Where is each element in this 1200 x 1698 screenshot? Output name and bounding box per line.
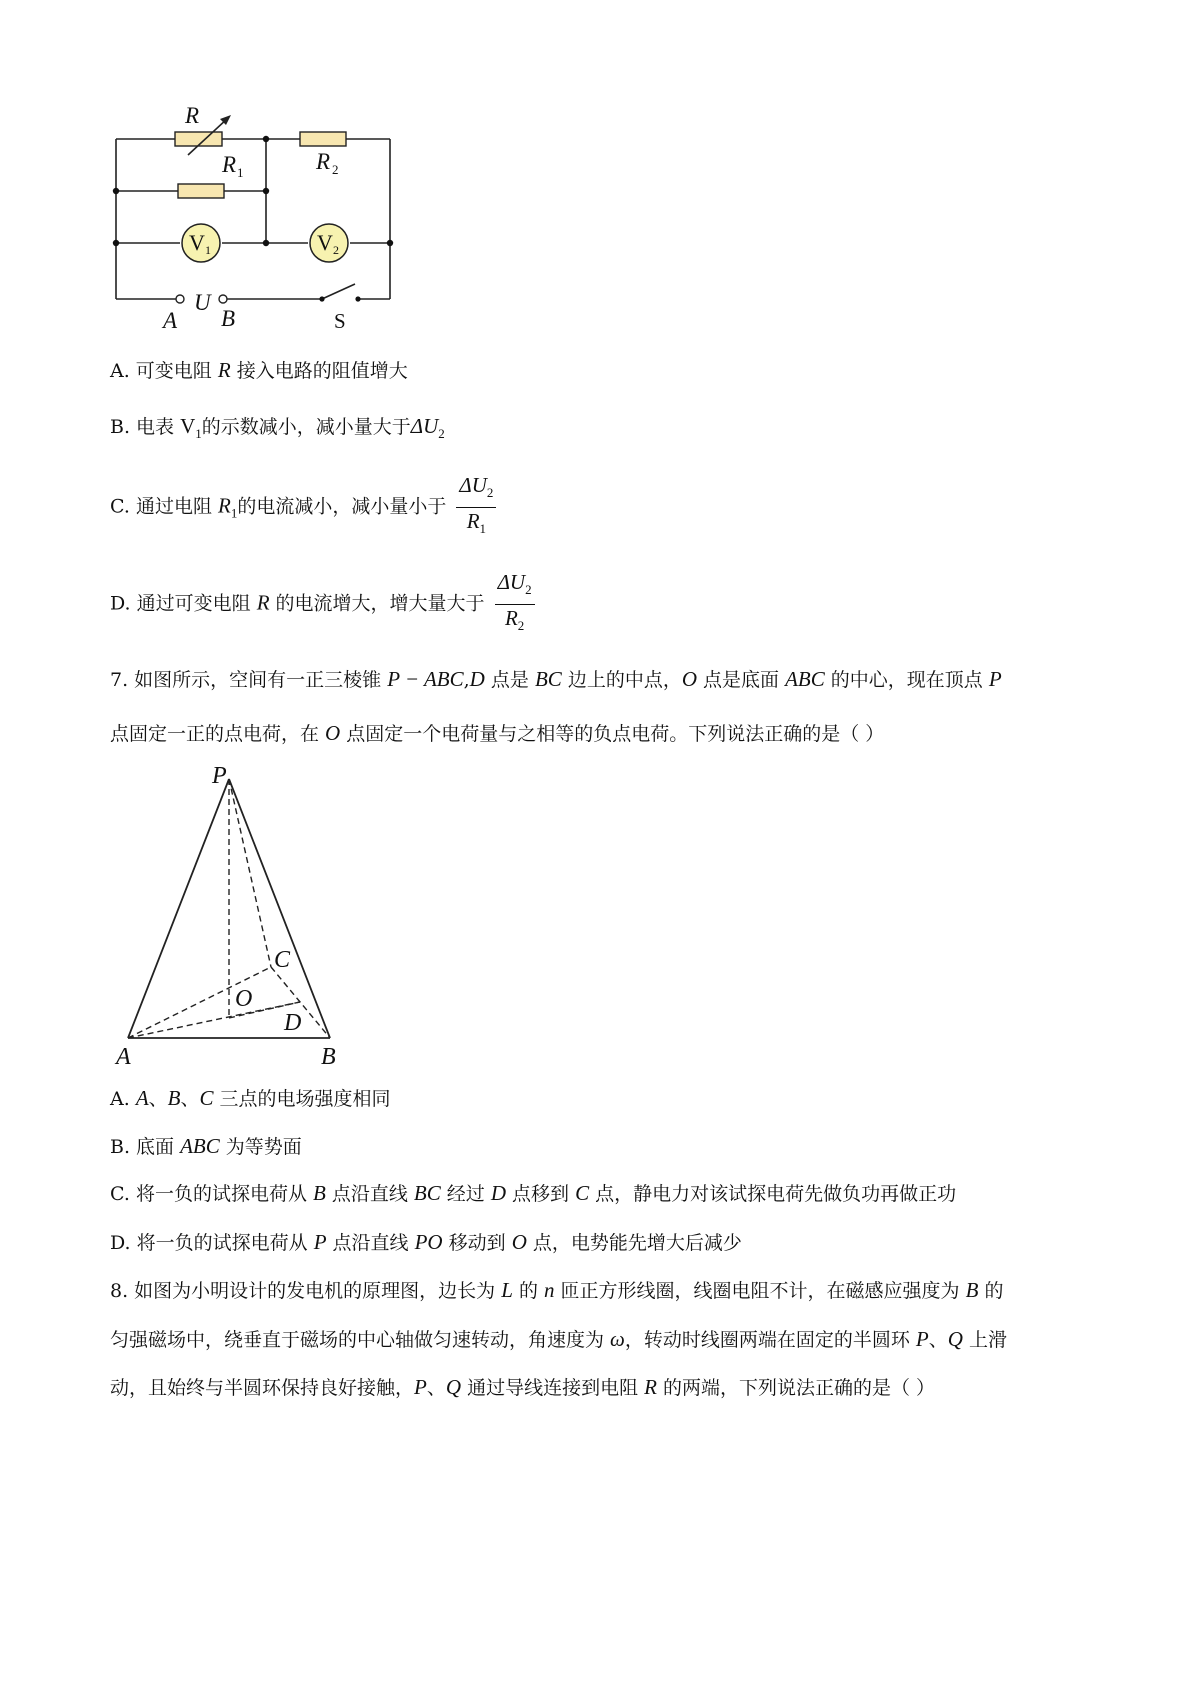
text-q7-C-d: BC (413, 1181, 441, 1205)
text-q8-line2-b: ω (610, 1327, 625, 1351)
text-q8-line1-c: 的 (512, 1280, 544, 1302)
text-q7-B-b: ABC (180, 1134, 220, 1158)
label-B: B (321, 1044, 336, 1070)
text-q6-C-sym_sub: 1 (230, 505, 238, 521)
q8-stem-line1 (110, 1277, 1003, 1304)
text-q7-C-a: C. 将一负的试探电荷从 (110, 1183, 313, 1205)
text-q8-line3-e: 通过导线连接到电阻 (461, 1377, 645, 1399)
fraction-du2-r2 (495, 570, 535, 639)
label-V2: V (317, 230, 333, 255)
label-R2: R (316, 149, 331, 174)
text-q7-A-d: B (167, 1086, 181, 1110)
text-q7-line1-a: 7. 如图所示，空间有一正三棱锥 (110, 669, 388, 691)
pyramid-figure (100, 758, 360, 1070)
text-q6-C-sym: R (217, 493, 231, 518)
text-q6-D-den_sub: 2 (517, 618, 525, 633)
text-q7-A-c: 、 (148, 1088, 168, 1110)
text-q7-C-c: 点沿直线 (325, 1183, 414, 1205)
text-q8-line1-g: 的 (978, 1280, 1004, 1302)
text-q6-A-sym: R (217, 358, 231, 382)
text-q7-line1-h: O (681, 667, 697, 691)
text-q7-B-a: B. 底面 (110, 1136, 181, 1158)
text-q8-line3-f: R (644, 1375, 657, 1399)
q6-option-a (110, 357, 408, 384)
label-D: D (284, 1010, 302, 1036)
circuit-diagram (100, 88, 400, 328)
text-q7-line1-d: D (469, 667, 485, 691)
label-U: U (194, 290, 211, 315)
text-q8-line2-a: 匀强磁场中，绕垂直于磁场的中心轴做匀速转动，角速度为 (110, 1329, 611, 1351)
text-q7-C-h: C (575, 1181, 590, 1205)
text-q8-line3-c: 、 (426, 1377, 446, 1399)
q8-stem-line3 (110, 1374, 935, 1401)
text-q6-D-pre: D. 通过可变电阻 (110, 592, 257, 615)
text-q8-line3-a: 动，且始终与半圆环保持良好接触， (110, 1377, 415, 1399)
text-q7-D-g: 点，电势能先增大后减少 (526, 1232, 742, 1254)
text-q6-D-den: R (504, 606, 518, 630)
q7-option-a (110, 1085, 391, 1112)
label-A: A (163, 308, 178, 328)
text-q7-D-a: D. 将一负的试探电荷从 (110, 1232, 314, 1254)
text-q7-line1-f: BC (534, 667, 562, 691)
text-q7-A-f: C (199, 1086, 214, 1110)
text-q6-C-num: ΔU (459, 473, 487, 497)
text-q8-line3-g: 的两端，下列说法正确的是（ ） (656, 1377, 936, 1399)
text-q6-B-mid: 的示数减小，减小量大于 (201, 416, 411, 438)
text-q7-line1-j: ABC (785, 667, 825, 691)
text-q6-A-pre: A. 可变电阻 (110, 360, 218, 382)
text-q6-D-num_sub: 2 (525, 582, 532, 597)
text-q8-line1-b: L (501, 1278, 513, 1302)
label-A: A (116, 1044, 131, 1070)
label-R1-sub: 1 (237, 165, 244, 180)
q7-option-d (110, 1229, 742, 1256)
text-q6-C-pre: C. 通过电阻 (110, 495, 218, 518)
text-q8-line1-e: 匝正方形线圈，线圈电阻不计，在磁感应强度为 (554, 1280, 966, 1302)
text-q7-A-a: A. (110, 1088, 136, 1110)
text-q7-C-b: B (312, 1181, 326, 1205)
text-q7-line1-k: 的中心，现在顶点 (824, 669, 989, 691)
text-q7-line2-c: 点固定一个电荷量与之相等的负点电荷。下列说法正确的是（ ） (340, 723, 885, 745)
text-q6-B-delta_sub: 2 (438, 426, 445, 441)
text-q6-B-delta: ΔU (410, 414, 439, 438)
text-q8-line1-a: 8. 如图为小明设计的发电机的原理图，边长为 (110, 1280, 502, 1302)
text-q7-line2-b: O (325, 721, 341, 745)
text-q7-line1-c: , (463, 669, 470, 691)
text-q6-B-sym: V (180, 414, 196, 438)
q6-option-d (110, 570, 535, 639)
text-q7-line1-g: 边上的中点， (561, 669, 682, 691)
q7-option-b (110, 1133, 302, 1160)
text-q8-line1-f: B (965, 1278, 979, 1302)
text-q6-C-num_sub: 2 (486, 485, 494, 500)
text-q8-line3-b: P (414, 1375, 427, 1399)
text-q7-C-e: 经过 (440, 1183, 491, 1205)
label-V1: V (189, 230, 205, 255)
text-q7-line2-a: 点固定一正的点电荷，在 (110, 723, 326, 745)
text-q7-D-d: PO (414, 1230, 443, 1254)
text-q7-line1-l: P (988, 667, 1002, 691)
label-R1: R (222, 152, 237, 177)
text-q8-line1-d: n (544, 1278, 555, 1302)
text-q8-line2-e: 、 (928, 1329, 948, 1351)
label-R: R (185, 103, 200, 128)
text-q7-line1-e: 点是 (484, 669, 535, 691)
label-C: C (274, 947, 291, 973)
text-q8-line2-f: Q (947, 1327, 963, 1351)
label-O: O (235, 986, 253, 1012)
text-q6-D-mid: 的电流增大，增大量大于 (269, 592, 485, 615)
text-q8-line2-d: P (915, 1327, 929, 1351)
text-q6-C-den_sub: 1 (479, 521, 487, 536)
text-q7-A-e: 、 (180, 1088, 200, 1110)
text-q7-C-f: D (490, 1181, 507, 1205)
text-q7-B-c: 为等势面 (219, 1136, 302, 1158)
text-q6-C-den: R (466, 509, 480, 533)
text-q7-line1-b: P − ABC (387, 667, 464, 691)
q7-stem-line1 (110, 666, 1002, 693)
text-q7-D-e: 移动到 (442, 1232, 512, 1254)
text-q7-A-b: A (135, 1086, 149, 1110)
fraction-du2-r1 (456, 473, 496, 542)
text-q7-line1-i: 点是底面 (697, 669, 786, 691)
text-q7-D-c: 点沿直线 (326, 1232, 415, 1254)
label-S: S (334, 309, 346, 328)
label-B: B (221, 306, 236, 328)
text-q6-D-sym: R (256, 590, 270, 615)
text-q6-C-mid: 的电流减小，减小量小于 (237, 495, 447, 518)
text-q6-B-sym_sub: 1 (195, 426, 202, 441)
text-q6-A-post: 接入电路的阻值增大 (230, 360, 408, 382)
label-P: P (212, 763, 227, 789)
text-q7-A-g: 三点的电场强度相同 (213, 1088, 391, 1110)
q6-option-c (110, 473, 496, 542)
text-q6-B-pre: B. 电表 (110, 416, 181, 438)
text-q6-D-num: ΔU (497, 570, 526, 594)
q6-option-b (110, 413, 445, 447)
q7-stem-line2 (110, 720, 884, 747)
q8-stem-line2 (110, 1326, 1007, 1353)
text-q8-line2-g: 上滑 (962, 1329, 1007, 1351)
label-R2-sub: 2 (332, 162, 339, 177)
label-V1-sub: 1 (205, 243, 211, 257)
text-q8-line3-d: Q (445, 1375, 462, 1399)
text-q7-C-g: 点移到 (506, 1183, 576, 1205)
q7-option-c (110, 1180, 956, 1207)
text-q8-line2-c: ，转动时线圈两端在固定的半圆环 (624, 1329, 916, 1351)
label-V2-sub: 2 (333, 243, 339, 257)
text-q7-D-f: O (511, 1230, 527, 1254)
text-q7-C-i: 点，静电力对该试探电荷先做负功再做正功 (589, 1183, 957, 1205)
text-q7-D-b: P (313, 1230, 327, 1254)
